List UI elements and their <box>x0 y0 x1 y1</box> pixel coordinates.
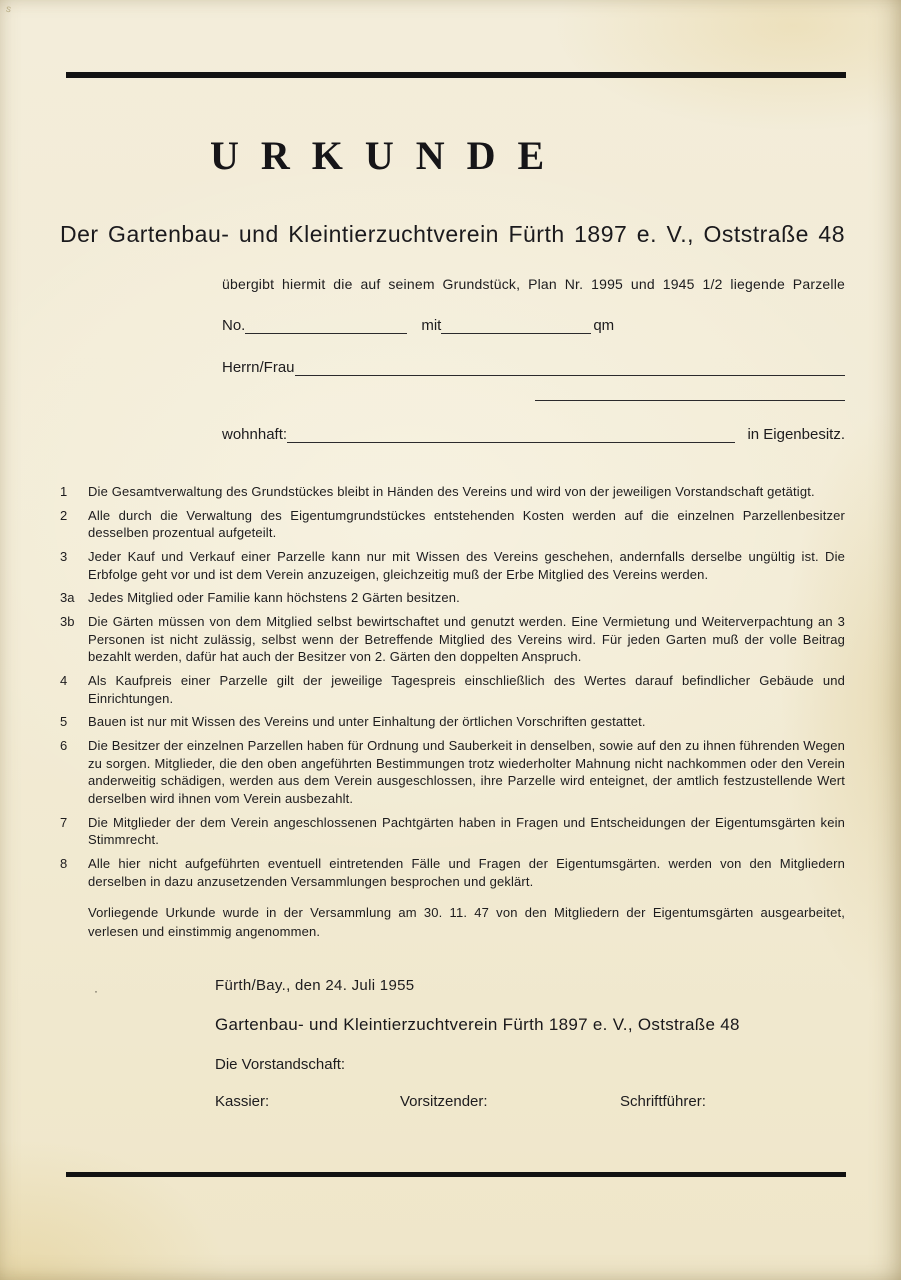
clause-text: Alle durch die Verwaltung des Eigentumgrundstückes entstehenden Kosten werden auf die einzelnen Parzellenbesitzer desselben prozentual aufgeteilt. <box>88 507 845 541</box>
scan-artifact-mark: s <box>4 3 13 16</box>
clause-text: Jeder Kauf und Verkauf einer Parzelle kann nur mit Wissen des Vereins geschehen, andernfalls derselbe ungültig ist. Die Erbfolge geht vor und ist dem Verein anzuzeigen, gleichzeitig muß der Erbe Mitglied des Vereins werden. <box>88 549 845 582</box>
clause-text: Die Mitglieder der dem Verein angeschlossenen Pachtgärten haben in Fragen und Entscheidungen der Eigentumsgärten kein Stimmrecht. <box>88 814 845 848</box>
clause-row <box>60 483 845 501</box>
residence-blank-line <box>287 427 735 443</box>
form-row-residence <box>222 426 845 443</box>
mit-label: mit <box>421 317 442 334</box>
board-label: Die Vorstandschaft: <box>215 1055 346 1073</box>
clause-text: Die Besitzer der einzelnen Parzellen haben für Ordnung und Sauberkeit in denselben, sowie auf den zu ihnen führenden Wegen zu sorgen. Mitglieder, die den oben angeführten Bestimmungen trotz wiederholter Mahnung nicht nachkommen oder den Verein anderweitig schädigen, werden aus dem Verein ausgeschlossen, ihre Parzelle wird enteignet, der amtlich festzustellende Wert derselben wird ihnen vom Verein ausbezahlt. <box>88 738 845 807</box>
parcel-number-label: No. <box>222 317 246 334</box>
clause-number: 4 <box>60 673 68 689</box>
clause-text: Jedes Mitglied oder Familie kann höchstens 2 Gärten besitzen. <box>88 590 460 606</box>
clause-row <box>60 589 845 607</box>
name-continuation-blank-line <box>535 385 845 401</box>
clause-number: 2 <box>60 507 68 523</box>
clause-row <box>60 855 845 890</box>
intro-paragraph: übergibt hiermit die auf seinem Grundstück, Plan Nr. 1995 und 1945 1/2 liegende Parzelle <box>222 276 845 292</box>
clause-text: Alle hier nicht aufgeführten eventuell eintretenden Fälle und Fragen der Eigentumsgärten. werden von den Mitgliedern derselben in dazu anzusetzenden Versammlungen besprochen und geklärt. <box>88 856 845 889</box>
clause-row <box>60 507 845 542</box>
clause-text: Die Gesamtverwaltung des Grundstückes bleibt in Händen des Vereins und wird von der jeweiligen Vorstandschaft getätigt. <box>88 484 815 499</box>
clause-number: 3 <box>60 549 68 565</box>
role-label-vorsitzender: Vorsitzender: <box>400 1092 488 1110</box>
name-blank-line <box>295 360 845 376</box>
form-row-name-continuation <box>222 385 845 401</box>
association-heading: Der Gartenbau- und Kleintierzuchtverein Fürth 1897 e. V., Oststraße 48 <box>60 221 845 247</box>
document-content <box>60 78 845 1110</box>
clause-number: 7 <box>60 814 68 830</box>
clause-row <box>60 814 845 849</box>
signature-block <box>215 977 845 1110</box>
clause-list <box>60 483 845 890</box>
role-label-schriftfuehrer: Schriftführer: <box>620 1092 706 1110</box>
document-title: URKUNDE <box>210 133 567 178</box>
residence-label: wohnhaft: <box>222 426 288 443</box>
closing-paragraph: Vorliegende Urkunde wurde in der Versammlung am 30. 11. 47 von den Mitgliedern der Eigentumsgärten ausgearbeitet, verlesen und einstimmig angenommen. <box>88 905 845 939</box>
bottom-horizontal-rule <box>66 1172 846 1177</box>
clause-row <box>60 672 845 707</box>
ink-speck: · <box>94 984 98 998</box>
role-label-kassier: Kassier: <box>215 1092 270 1110</box>
area-blank-line <box>441 318 591 334</box>
signature-roles-row <box>215 1093 845 1110</box>
clause-row <box>60 737 845 808</box>
clause-text: Die Gärten müssen von dem Mitglied selbst bewirtschaftet und genutzt werden. Eine Vermietung und Weiterverpachtung an 3 Personen ist nicht zulässig, selbst wenn der Betreffende Mitglied des Vereins wird. Für jeden Garten muß der volle Beitrag bezahlt werden, dafür hat auch der Besitzer von 2. Gärten den doppelten Anspruch. <box>88 614 845 665</box>
clause-number: 3a <box>60 590 75 606</box>
place-and-date: Fürth/Bay., den 24. Juli 1955 <box>215 976 415 994</box>
clause-number: 1 <box>60 484 68 499</box>
clause-number: 3b <box>60 614 75 630</box>
clause-number: 5 <box>60 714 68 730</box>
clause-row <box>60 613 845 666</box>
name-label: Herrn/Frau <box>222 359 295 376</box>
clause-row <box>60 548 845 583</box>
ownership-label: in Eigenbesitz. <box>747 426 845 443</box>
form-row-parcel <box>222 317 845 334</box>
qm-label: qm <box>593 317 615 334</box>
form-row-name <box>222 359 845 376</box>
clause-number: 6 <box>60 738 68 754</box>
clause-text: Als Kaufpreis einer Parzelle gilt der jeweilige Tagespreis einschließlich des Wertes darauf befindlicher Gebäude und Einrichtungen. <box>88 673 845 706</box>
parcel-form <box>222 317 845 443</box>
clause-number: 8 <box>60 856 68 872</box>
organization-name: Gartenbau- und Kleintierzuchtverein Fürth 1897 e. V., Oststraße 48 <box>215 1014 740 1034</box>
clause-text: Bauen ist nur mit Wissen des Vereins und unter Einhaltung der örtlichen Vorschriften gestattet. <box>88 714 646 730</box>
clause-row <box>60 713 845 731</box>
parcel-number-blank-line <box>245 318 407 334</box>
